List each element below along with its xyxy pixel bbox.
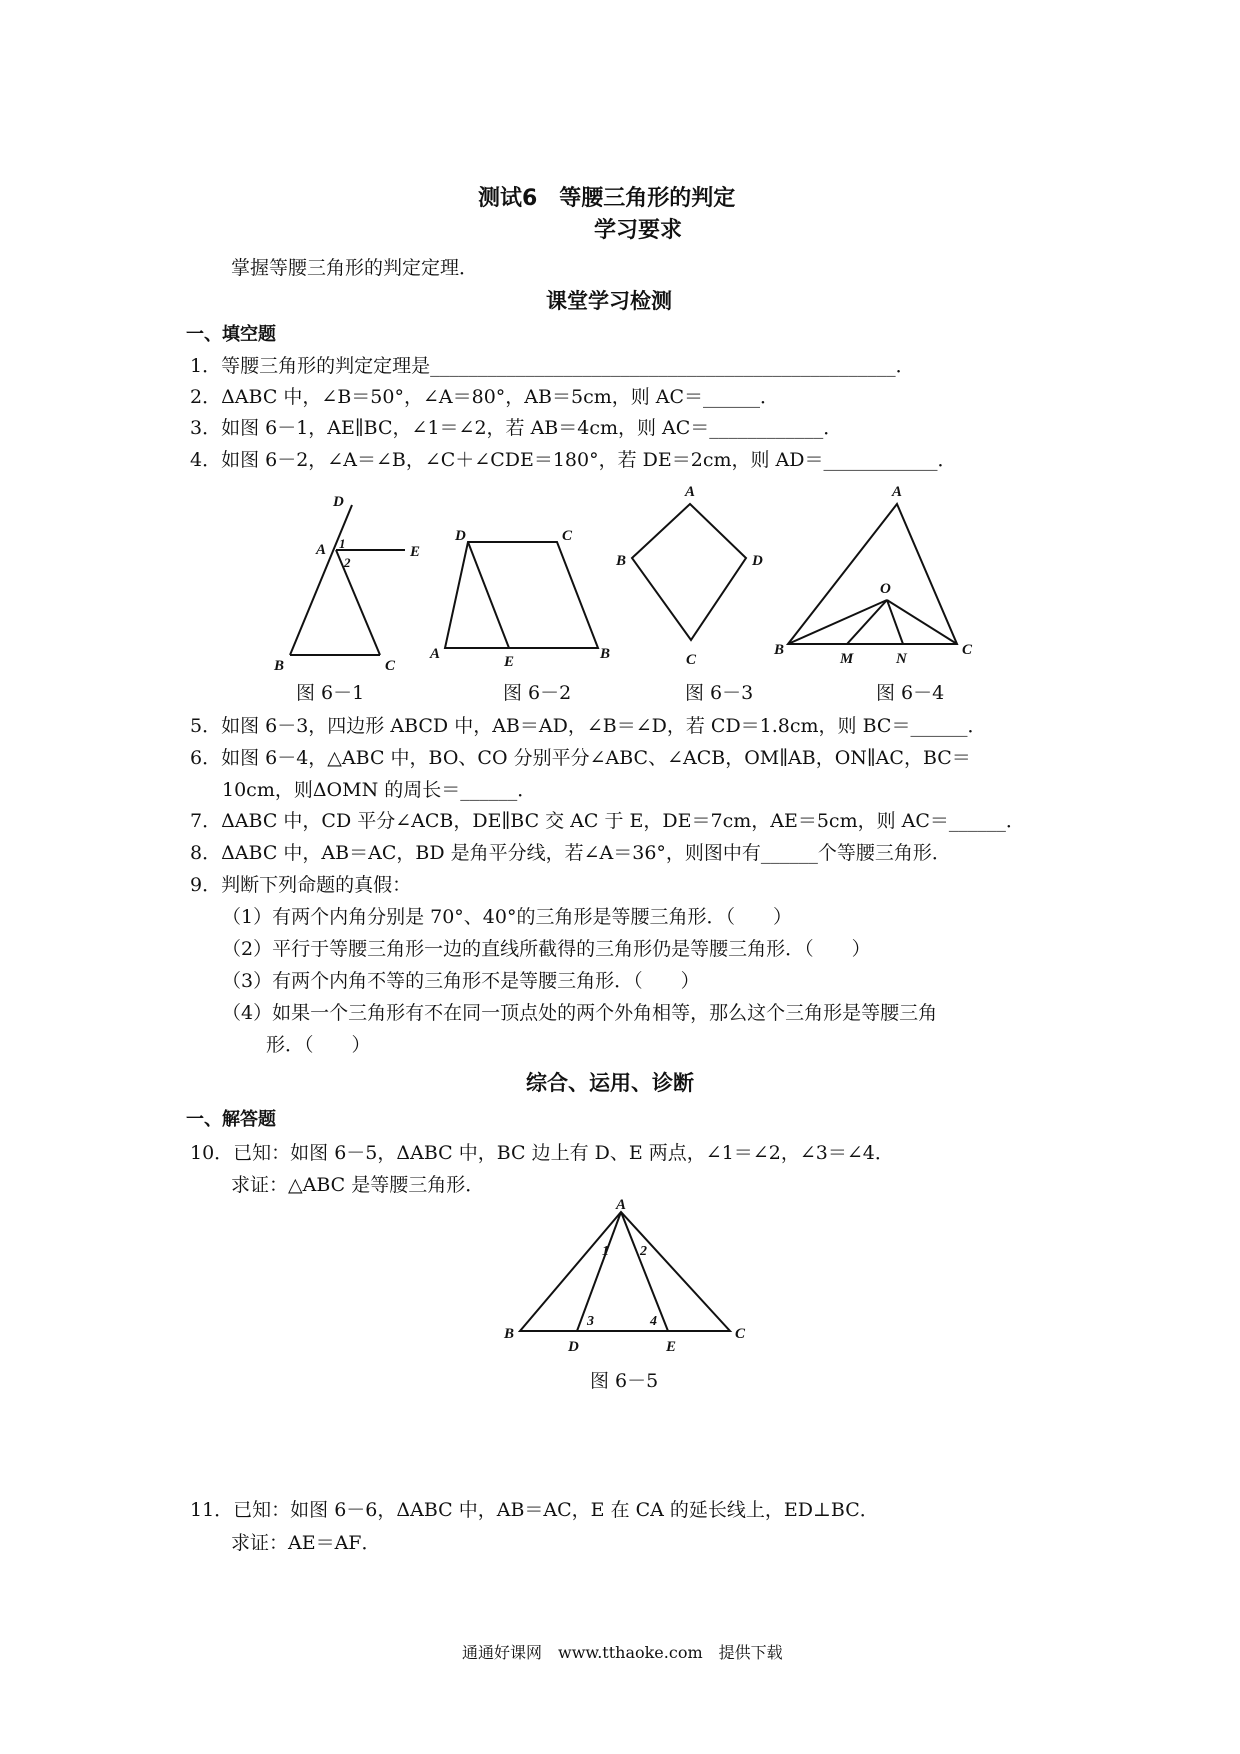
- figure-6-4: [773, 484, 973, 667]
- question-9: 9．判断下列命题的真假：: [190, 874, 412, 896]
- f5-label-3: 3: [587, 1314, 594, 1329]
- footer-source: 通通好课网 www.tthaoke.com 提供下载: [462, 1643, 783, 1662]
- f3-label-a: A: [685, 484, 696, 500]
- f1-label-d: D: [333, 494, 344, 510]
- f5-label-4: 4: [650, 1314, 657, 1329]
- question-6-line-1: 6．如图 6－4，△ABC 中，BO、CO 分别平分∠ABC、∠ACB，OM∥AB，ON∥AC，BC＝: [190, 747, 971, 769]
- f5-label-2: 2: [640, 1244, 647, 1259]
- caption-figure-6-2: 图 6－2: [503, 682, 572, 704]
- question-9-1: （1）有两个内角分别是 70°、40°的三角形是等腰三角形．（ ）: [222, 906, 792, 928]
- f1-label-1: 1: [339, 536, 346, 551]
- figure-6-2: [429, 528, 610, 670]
- f1-label-e: E: [410, 544, 421, 560]
- figures-row: [0, 480, 1240, 720]
- caption-figure-6-5: 图 6－5: [590, 1370, 659, 1392]
- question-1: 1．等腰三角形的判定定理是_________________________________________________．: [190, 355, 915, 377]
- question-2: 2．ΔABC 中，∠B＝50°，∠A＝80°，AB＝5cm，则 AC＝______．: [190, 386, 780, 408]
- f5-label-c: C: [735, 1326, 746, 1342]
- page-title: 测试6 等腰三角形的判定: [478, 186, 736, 211]
- figure-6-1: [273, 494, 420, 674]
- f3-label-c: C: [686, 652, 697, 668]
- question-10-line-2: 求证：△ABC 是等腰三角形．: [231, 1174, 485, 1196]
- question-3: 3．如图 6－1，AE∥BC，∠1＝∠2，若 AB＝4cm，则 AC＝____________．: [190, 417, 843, 439]
- figure-6-3: [615, 484, 763, 668]
- f4-label-n: N: [896, 651, 907, 667]
- f1-label-c: C: [385, 658, 396, 674]
- f2-label-e: E: [504, 654, 515, 670]
- f5-label-1: 1: [602, 1244, 609, 1259]
- f5-label-a: A: [616, 1197, 627, 1213]
- f1-label-a: A: [316, 542, 327, 558]
- f4-label-m: M: [840, 651, 854, 667]
- f3-label-d: D: [752, 553, 763, 569]
- f2-label-b: B: [600, 646, 611, 662]
- caption-figure-6-1: 图 6－1: [296, 682, 365, 704]
- f4-label-a: A: [892, 484, 903, 500]
- f1-label-b: B: [274, 658, 285, 674]
- question-6-line-2: 10cm，则ΔOMN 的周长＝______．: [222, 779, 537, 801]
- question-4: 4．如图 6－2，∠A＝∠B，∠C＋∠CDE＝180°，若 DE＝2cm，则 AD＝____________．: [190, 449, 957, 471]
- subtitle-learning-requirements: 学习要求: [594, 218, 683, 243]
- f4-label-c: C: [962, 642, 973, 658]
- f2-label-c: C: [562, 528, 573, 544]
- section-heading-comprehensive: 综合、运用、诊断: [526, 1071, 694, 1095]
- question-9-2: （2）平行于等腰三角形一边的直线所截得的三角形仍是等腰三角形．（ ）: [222, 938, 871, 960]
- caption-figure-6-3: 图 6－3: [685, 682, 754, 704]
- f4-label-b: B: [774, 642, 785, 658]
- question-9-4-line-2: 形．（ ）: [266, 1034, 371, 1056]
- f3-label-b: B: [616, 553, 627, 569]
- question-9-4-line-1: （4）如果一个三角形有不在同一顶点处的两个外角相等，那么这个三角形是等腰三角: [222, 1002, 938, 1024]
- caption-figure-6-4: 图 6－4: [876, 682, 945, 704]
- f4-label-o: O: [880, 581, 891, 597]
- question-11-line-1: 11．已知：如图 6－6，ΔABC 中，AB＝AC，E 在 CA 的延长线上，ED⊥BC．: [190, 1499, 879, 1521]
- f5-label-e: E: [666, 1339, 677, 1355]
- question-7: 7．ΔABC 中，CD 平分∠ACB，DE∥BC 交 AC 于 E，DE＝7cm，AE＝5cm，则 AC＝______．: [190, 810, 1025, 832]
- f2-label-d: D: [455, 528, 466, 544]
- question-5: 5．如图 6－3，四边形 ABCD 中，AB＝AD，∠B＝∠D，若 CD＝1.8cm，则 BC＝______．: [190, 715, 987, 737]
- f1-label-2: 2: [344, 555, 351, 570]
- figure-6-5: [490, 1195, 790, 1355]
- part-heading-answer: 一、解答题: [186, 1109, 276, 1130]
- f5-label-d: D: [568, 1339, 579, 1355]
- f5-label-b: B: [504, 1326, 515, 1342]
- question-10-line-1: 10．已知：如图 6－5，ΔABC 中，BC 边上有 D、E 两点，∠1＝∠2，∠3＝∠4．: [190, 1142, 894, 1164]
- question-9-3: （3）有两个内角不等的三角形不是等腰三角形．（ ）: [222, 970, 700, 992]
- question-11-line-2: 求证：AE＝AF．: [231, 1532, 381, 1554]
- part-heading-fill-in: 一、填空题: [186, 324, 276, 345]
- f2-label-a: A: [430, 646, 441, 662]
- section-heading-classroom: 课堂学习检测: [546, 289, 672, 313]
- learning-requirement-text: 掌握等腰三角形的判定定理．: [231, 257, 479, 279]
- question-8: 8．ΔABC 中，AB＝AC，BD 是角平分线，若∠A＝36°，则图中有______个等腰三角形．: [190, 842, 951, 864]
